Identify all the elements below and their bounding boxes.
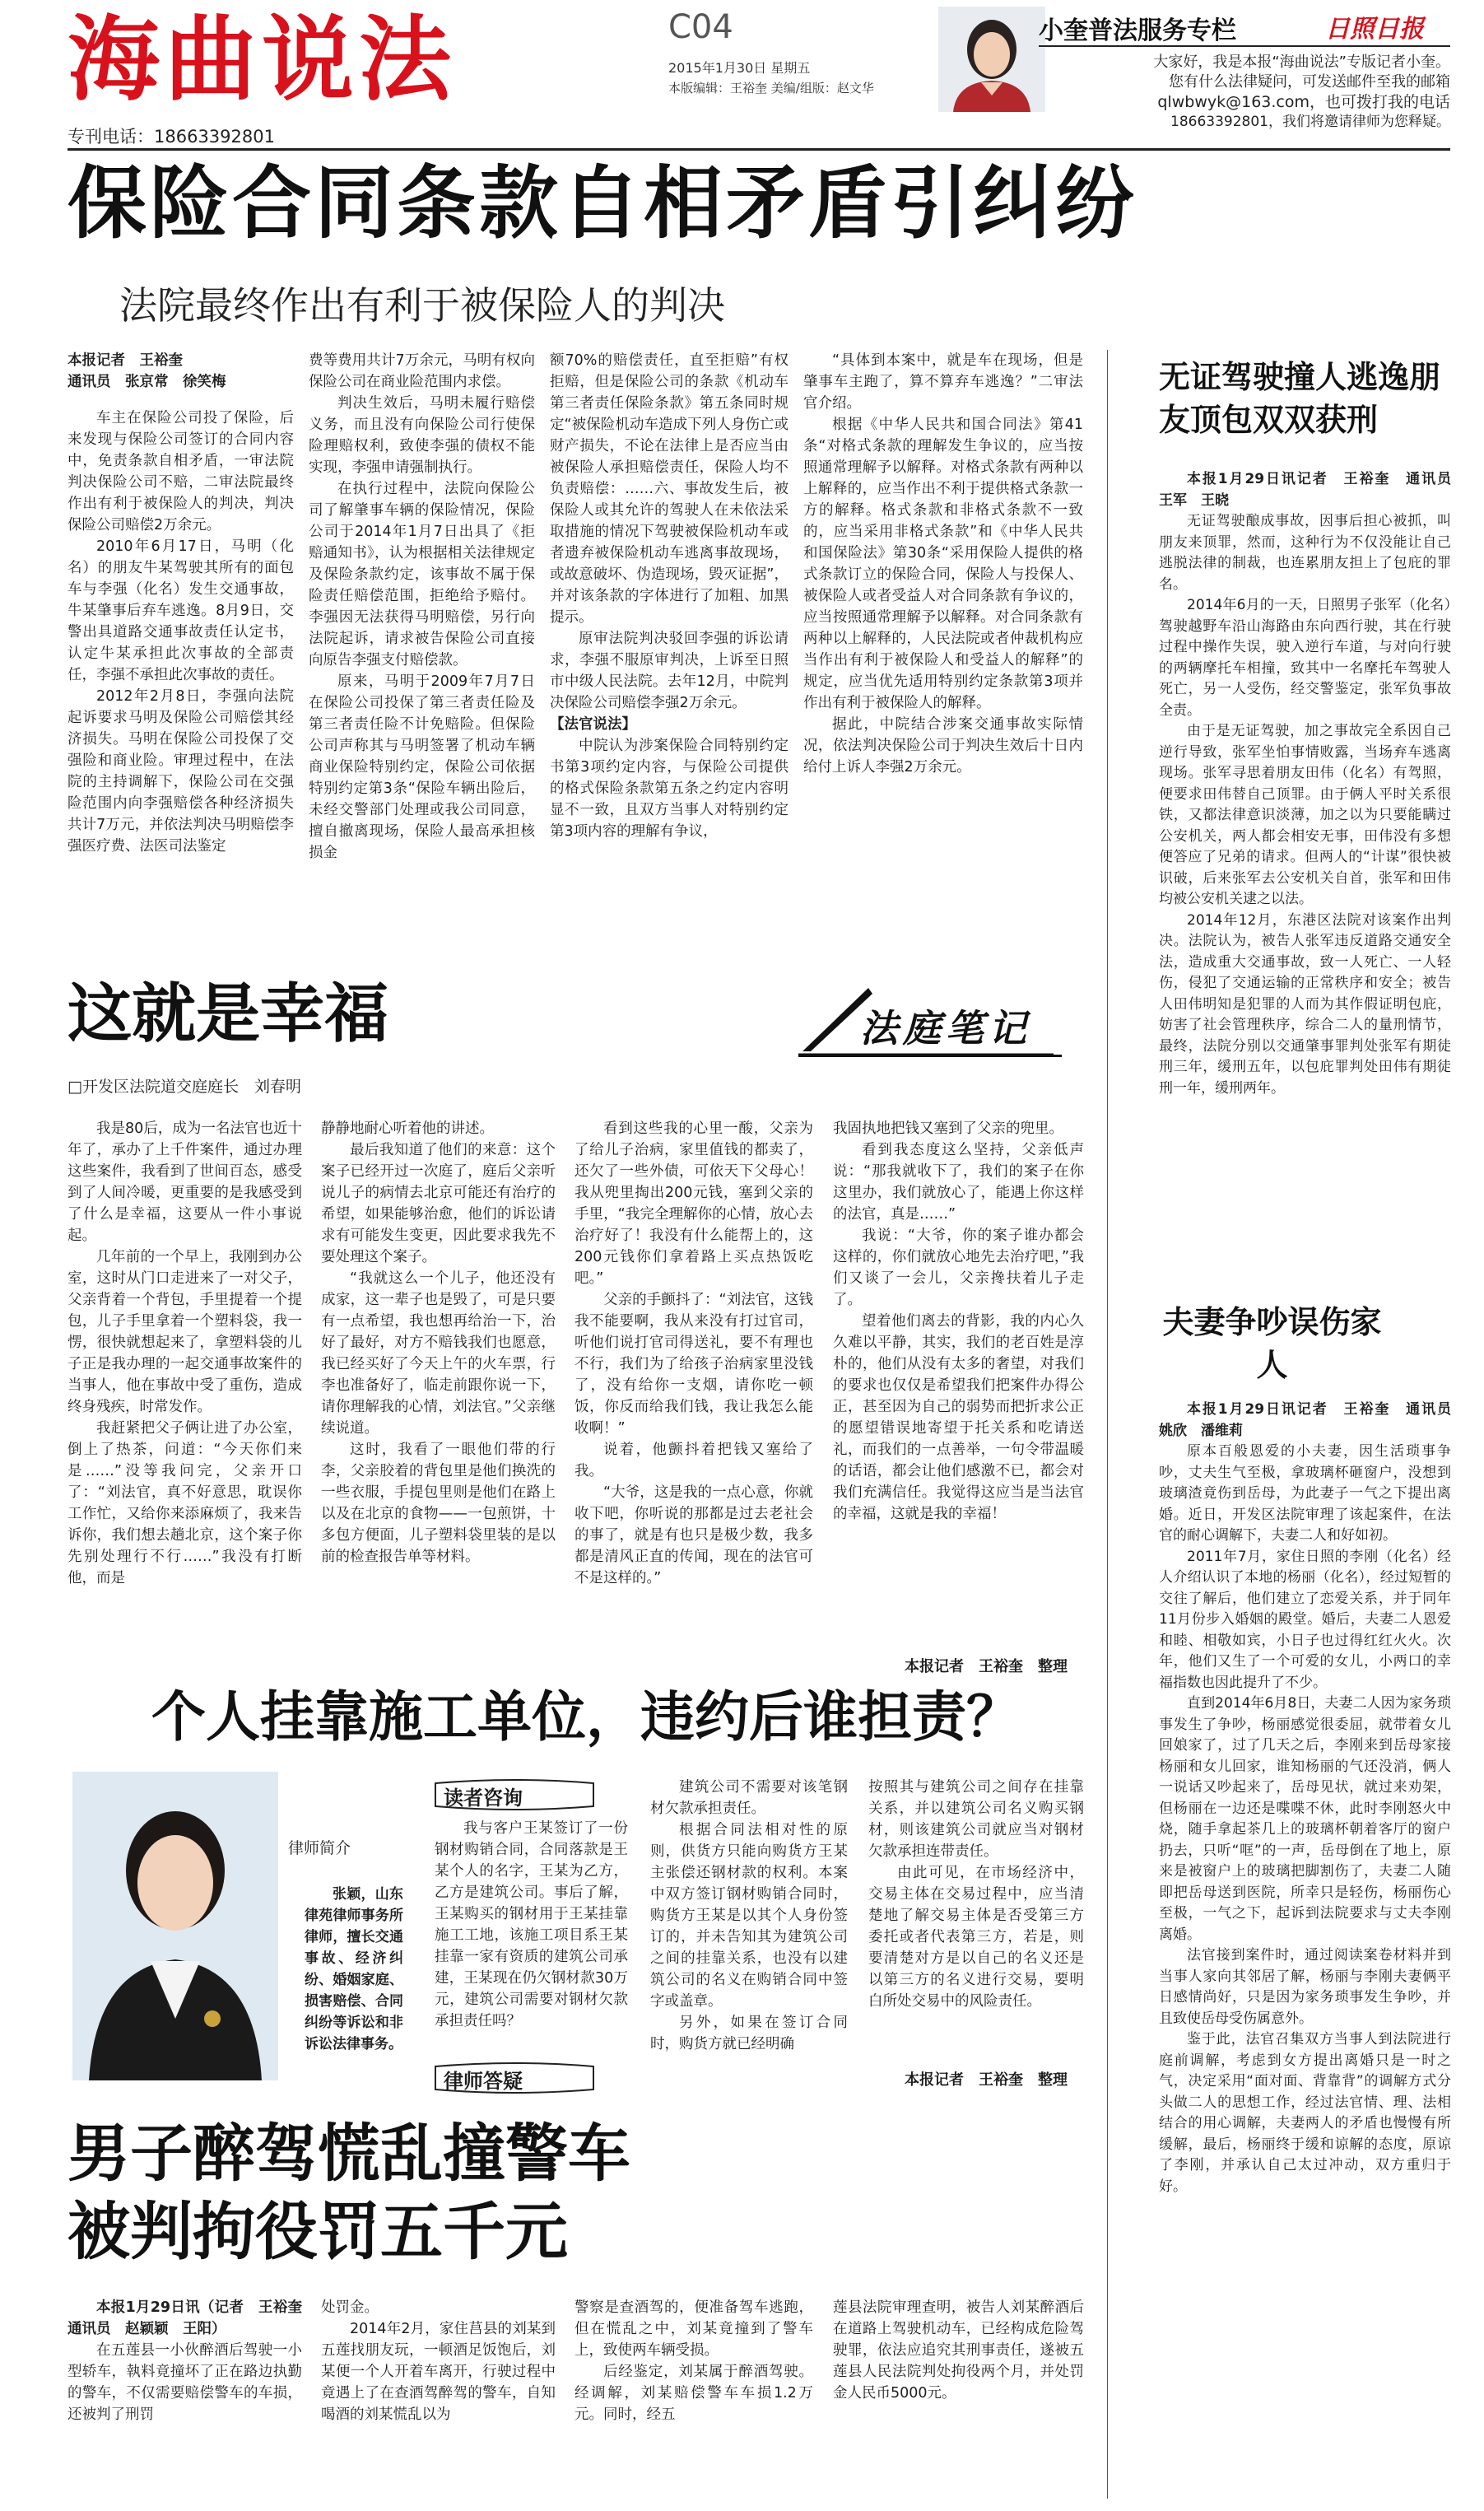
- article1-paragraph: “具体到本案中，就是车在现场，但是肇事车主跑了，算不算弃车逃逸？”二审法官介绍。: [803, 352, 1083, 412]
- sidebar1-paragraph: 2014年12月，东港区法院对该案作出判决。法院认为，被告人张军违反道路交通安全法，造成重大交通事故，致一人死亡、一人轻伤，侵犯了交通运输的正常秩序和安全；被告人田伟明知是犯罪的人而为其作假证明包庇，妨害了社会管理秩序，综合二人的量刑情节，最终，法院分别以交通肇事罪判处张军有期徒刑三年，缓刑五年，以包庇罪判处田伟有期徒刑一年，缓刑两年。: [1159, 911, 1451, 1097]
- article1-byline-1: 本报记者 王裕奎: [67, 352, 183, 369]
- lawyer-bio: [305, 1884, 403, 2089]
- article4-col3: [575, 2297, 813, 2501]
- sidebar2-paragraph: 2011年7月，家住日照的李刚（化名）经人介绍认识了本地的杨丽（化名），经过短暂的交往了解后，他们建立了恋爱关系，并于同年11月份步入婚姻的殿堂。婚后，夫妻二人恩爱和睦、相敬如宾，小日子也过得红红火火。次年，他们又生了一个可爱的女儿，小两口的幸福指数也因此提升了不少。: [1159, 1548, 1451, 1691]
- article4-paragraph: 处罚金。: [321, 2299, 379, 2316]
- article3-paragraph: 由此可见，在市场经济中，交易主体在交易过程中，应当清楚地了解交易主体是否受第三方委托或者代表第三方，若是，则要清楚对方是以自己的名义还是以第三方的名义进行交易，要明白所处交易中的风险责任。: [868, 1865, 1084, 2010]
- article2-paragraph: 父亲的手颤抖了：“刘法官，这钱我不能要啊，我从来没有打过官司，听他们说打官司得送礼，要不有理也不行，我们为了给孩子治病家里没钱了，没有给你一支烟，请你吃一顿饭，你反而给我们钱，我让我怎么能收啊！”: [575, 1292, 813, 1437]
- article2-paragraph: 望着他们离去的背影，我的内心久久难以平静，其实，我们的老百姓是淳朴的，他们从没有太多的奢望，对我们的要求也仅仅是希望我们把案件办得公正，甚至因为自己的弱势而把折求公正的愿望错误地寄望于托关系和吃请送礼，而我们的一点善举，一句令带温暖的话语，都会让他们感激不已，都会对我们充满信任。我觉得这应当是当法官的幸福，这就是我的幸福！: [833, 1313, 1084, 1522]
- reader-question-tag: [432, 1777, 597, 1813]
- article1-paragraph: 2010年6月17日，马明（化名）的朋友牛某驾驶其所有的面包车与李强（化名）发生交通事故，牛某肇事后弃车逃逸。8月9日，交警出具道路交通事故责任认定书，认定牛某承担此次事故的全部责任，李强不承担此次事故的责任。: [67, 538, 294, 683]
- article3-paragraph: 根据合同法相对性的原则，供货方只能向购货方王某主张偿还钢材款的权利。本案中双方签订钢材购销合同时，购货方王某是以其个人身份签订的，并未告知其为建筑公司之间的挂靠关系，也没有以建筑公司的名义在购销合同中签字或盖章。: [650, 1822, 848, 2010]
- article2-paragraph: 静静地耐心听着他的讲述。: [321, 1120, 494, 1137]
- article3-col3: [868, 1777, 1084, 2065]
- article2-signature: 本报记者 王裕奎 整理: [905, 1658, 1068, 1675]
- court-notes-label: 法庭笔记: [860, 1006, 1031, 1051]
- article1-col4: [803, 350, 1083, 976]
- article1-paragraph: 额70%的赔偿责任，直至拒赔”有权拒赔，但是保险公司的条款《机动车第三者责任保险条款》第五条同时规定“被保险机动车造成下列人身伤亡或财产损失，不论在法律上是否应当由被保险人承担赔偿责任，保险人均不负责赔偿：……六、事故发生后，被保险人或其允许的驾驶人在未依法采取措施的情况下驾驶被保险机动车或者遗弃被保险机动车逃离事故现场，或故意破坏、伪造现场，毁灭证据”，并对该条款的字体进行了加粗、加黑提示。: [550, 352, 789, 626]
- article1-paragraph: 据此，中院结合涉案交通事故实际情况，依法判决保险公司于判决生效后十日内给付上诉人李强2万余元。: [803, 716, 1083, 776]
- lawyer-answer-tag: [432, 2060, 597, 2096]
- article1-paragraph: 中院认为涉案保险合同特别约定书第3项约定内容，与保险公司提供的格式保险条款第五条之约定内容明显不一致，且双方当事人对特别约定第3项内容的理解有争议，: [550, 738, 789, 840]
- article2-paragraph: “大爷，这是我的一点心意，你就收下吧，你听说的那都是过去老社会的事了，就是有也只是极少数，我多都是清风正直的传闻，现在的法官可不是这样的。”: [575, 1484, 813, 1586]
- article4-byline: 本报1月29日讯（记者 王裕奎 通讯员 赵颖颖 王阳）: [67, 2299, 317, 2337]
- article2-author: □开发区法院道交庭庭长 刘春明: [67, 1078, 301, 1096]
- sidebar2-body: [1159, 1400, 1465, 2499]
- lawyer-intro-label: 律师简介: [288, 1839, 351, 1857]
- article2-paragraph: 这时，我看了一眼他们带的行李，父亲胶着的背包里是他们换洗的一些衣服，手提包里则是他们在路上以及在北京的食物——一包煎饼，十多包方便面，儿子塑料袋里装的是以前的检查报告单等材料。: [321, 1442, 556, 1565]
- article2-paragraph: 最后我知道了他们的来意：这个案子已经开过一次庭了，庭后父亲听说儿子的病情去北京可能还有治疗的希望，如果能够治愈，他们的诉讼请求有可能发生变更，因此要求我先不要处理这个案子。: [321, 1142, 556, 1265]
- article1-paragraph: 2012年2月8日，李强向法院起诉要求马明及保险公司赔偿其经济损失。马明在保险公司投保了交强险和商业险。审理过程中，在法院的主持调解下，保险公司在交强险范围内向李强赔偿各种经济损失共计7万元，并依法判决马明赔偿李强医疗费、法医司法鉴定: [67, 688, 294, 855]
- article1-byline-2: 通讯员 张京常 徐笑梅: [67, 374, 226, 390]
- article2-headline: 这就是幸福: [67, 977, 389, 1051]
- sidebar2-paragraph: 法官接到案件时，通过阅读案卷材料并到当事人家向其邻居了解，杨丽与李刚夫妻俩平日感情尚好，只是因为家务琐事发生争吵，并且致使岳母受伤属意外。: [1159, 1947, 1451, 2027]
- article2-col3: [575, 1118, 813, 1678]
- article2-paragraph: 几年前的一个早上，我刚到办公室，这时从门口走进来了一对父子，父亲背着一个背包，手里提着一个提包，儿子手里拿着一个塑料袋，我一愣，很快就想起来了，拿塑料袋的儿子正是我办理的一起交通事故案件的当事人，他在事故中受了重伤，造成终身残疾，时常发作。: [67, 1249, 302, 1415]
- article1-paragraph: 原来，马明于2009年7月7日在保险公司投保了第三者责任险及第三者责任险不计免赔险。但保险公司声称其与马明签署了机动车辆商业保险特别约定，保险公司依据特别约定第3条“保险车辆出险后，未经交警部门处理或我公司同意，擅自撤离现场，保险人最高承担核损金: [309, 673, 535, 861]
- article2-paragraph: 我说：“大爷，你的案子谁办都会这样的，你们就放心地先去治疗吧，”我们又谈了一会儿，父亲搀扶着儿子走了。: [833, 1228, 1084, 1308]
- article2-paragraph: 说着，他颤抖着把钱又塞给了我。: [575, 1442, 813, 1479]
- article3-paragraph: 另外，如果在签订合同时，购货方就已经明确: [650, 2015, 848, 2052]
- sidebar1-headline: 无证驾驶撞人逃逸朋友顶包双双获刑: [1159, 359, 1441, 438]
- article2-paragraph: 我固执地把钱又塞到了父亲的兜里。: [833, 1120, 1063, 1137]
- sidebar2-paragraph: 原本百般恩爱的小夫妻，因生活琐事争吵，丈夫生气至极，拿玻璃杯砸窗户，没想到玻璃渣竟伤到岳母，为此妻子一气之下提出离婚。近日，开发区法院审理了该起案件，在法官的耐心调解下，夫妻二人和好如初。: [1159, 1443, 1451, 1544]
- issue-date: 2015年1月30日 星期五: [668, 60, 811, 76]
- article4-col1: [67, 2297, 317, 2501]
- reader-question-label: 读者咨询: [444, 1787, 523, 1810]
- article4-paragraph: 莲县法院审理查明，被告人刘某醉酒后在道路上驾驶机动车，已经构成危险驾驶罪，依法应追究其刑事责任，遂被五莲县人民法院判处拘役两个月，并处罚金人民币5000元。: [833, 2299, 1084, 2402]
- article1-paragraph: 判决生效后，马明未履行赔偿义务，而且没有向保险公司行使保险理赔权利，致使李强的债权不能实现，李强申请强制执行。: [309, 395, 535, 476]
- article4-headline-1: 男子醉驾慌乱撞警车: [67, 2117, 630, 2190]
- article2-paragraph: 我是80后，成为一名法官也近十年了，承办了上千件案件，通过办理这些案件，我看到了世间百态，感受到了人间冷暖，更重要的是我感受到了什么是幸福，这要从一件小事说起。: [67, 1120, 302, 1244]
- article1-paragraph: 原审法院判决驳回李强的诉讼请求，李强不服原审判决，上诉至日照市中级人民法院。去年12月，中院判决保险公司赔偿李强2万余元。: [550, 631, 789, 711]
- column-title: 小奎普法服务专栏: [1039, 16, 1236, 45]
- article3-col2: [650, 1777, 848, 2094]
- lawyer-answer-label: 律师答疑: [444, 2070, 523, 2093]
- article3-paragraph: 按照其与建筑公司之间存在挂靠关系，并以建筑公司名义购买钢材，则该建筑公司就应当对钢材欠款承担连带责任。: [868, 1779, 1084, 1860]
- article2-paragraph: 我赶紧把父子俩让进了办公室，倒上了热茶，问道：“今天你们来是……”没等我问完，父亲开口了：“刘法官，真不好意思，耽误你工作忙，又给你来添麻烦了，我来告诉你，我们想去趟北京，这个案子你先别处理行不行……”我没有打断他，而是: [67, 1420, 302, 1586]
- sidebar2-paragraph: 鉴于此，法官召集双方当事人到法院进行庭前调解，考虑到女方提出离婚只是一时之气，决定采用“面对面、背靠背”的调解方式分头做二人的思想工作，经过法官情、理、法相结合的用心调解，夫妻两人的矛盾也慢慢有所缓解，最后，杨丽终于缓和谅解的态度，原谅了李刚，并承认自己太过冲动，双方重归于好。: [1159, 2031, 1451, 2195]
- lawyer-portrait-icon: [72, 1772, 278, 2080]
- article2-paragraph: “我就这么一个儿子，他还没有成家，这一辈子也是毁了，可是只要有一点希望，我也想再给治一下，治好了最好，对方不赔钱我们也愿意，我已经买好了今天上午的火车票，行李也准备好了，临走前跟你说一下，请你理解我的心情，刘法官。”父亲继续说道。: [321, 1270, 556, 1437]
- article2-col1: [67, 1118, 302, 1678]
- article2-col4: [833, 1118, 1084, 1653]
- lawyer-photo: [72, 1772, 278, 2080]
- article1-paragraph: 费等费用共计7万余元，马明有权向保险公司在商业险范围内求偿。: [309, 352, 535, 390]
- article1-col1: [67, 350, 294, 976]
- sidebar2-byline: 本报1月29日讯记者 王裕奎 通讯员 姚欣 潘维莉: [1159, 1401, 1465, 1439]
- article4-headline-2: 被判拘役罚五千元: [67, 2195, 568, 2268]
- article4-paragraph: 在五莲县一小伙醉酒后驾驶一小型轿车，執料竟撞坏了正在路边执勤的警车，不仅需要赔偿警车的车损，还被判了刑罚: [67, 2342, 302, 2423]
- article4-col4: [833, 2297, 1084, 2501]
- article1-headline: 保险合同条款自相矛盾引纠纷: [67, 157, 1137, 249]
- article1-col2: [309, 350, 535, 976]
- article1-col3: [550, 350, 789, 976]
- sidebar1-paragraph: 由于是无证驾驶，加之事故完全系因自己逆行导致，张军坐怕事情败露，当场弃车逃离现场。张军寻思着朋友田伟（化名）有驾照，便要求田伟替自己顶罪。由于俩人平时关系很铁，又都法律意识淡薄，加之以为只要能瞒过公安机关，两人都会相安无事，田伟没有多想便答应了兄弟的请求。但两人的“计谋”很快被识破，后来张军去公安机关自首，张军和田伟均被公安机关逮之以法。: [1159, 723, 1451, 907]
- editors: 本版编辑：王裕奎 美编/组版：赵文华: [668, 81, 874, 96]
- column-phone: 18663392801，我们将邀请律师为您释疑。: [1170, 114, 1450, 130]
- reporter-photo: [938, 7, 1045, 112]
- sidebar1-paragraph: 无证驾驶酿成事故，因事后担心被抓，叫朋友来顶罪，然而，这种行为不仅没能让自己逃脱法律的制裁，也连累朋友担上了包庇的罪名。: [1159, 513, 1451, 593]
- newspaper-brand: 日照日报: [1325, 15, 1424, 44]
- article1-subheadline: 法院最终作出有利于被保险人的判决: [119, 283, 725, 328]
- page-number: C04: [668, 8, 733, 46]
- sidebar1-paragraph: 2014年6月的一天，日照男子张军（化名）驾驶越野车沿山海路由东向西行驶，其在行驶过程中操作失误，驶入逆行车道，与对向行驶的两辆摩托车相撞，致其中一名摩托车驾驶人死亡，另一人受伤，经交警鉴定，张军负事故全责。: [1159, 597, 1451, 719]
- article4-paragraph: 后经鉴定，刘某属于醉酒驾驶。经调解，刘某赔偿警车车损1.2万元。同时，经五: [575, 2364, 813, 2423]
- article1-paragraph: 在执行过程中，法院向保险公司了解肇事车辆的保险情况，保险公司于2014年1月7日出具了《拒赔通知书》，认为根据相关法律规定及保险条款约定，该事故不属于保险责任赔偿范围，拒绝给予赔付。李强因无法获得马明赔偿，另行向法院起诉，请求被告保险公司直接向原告李强支付赔偿款。: [309, 481, 535, 669]
- sidebar1-byline: 本报1月29日讯记者 王裕奎 通讯员 王军 王晓: [1159, 471, 1465, 509]
- reporter-portrait-icon: [938, 7, 1045, 112]
- section-logo: 海曲说法: [67, 6, 456, 114]
- court-notes-badge: [790, 984, 1070, 1058]
- article3-paragraph: 建筑公司不需要对该笔钢材欠款承担责任。: [650, 1779, 848, 1817]
- column-email: qlwbwyk@163.com，也可拨打我的电话: [1157, 93, 1450, 111]
- article2-col2: [321, 1118, 556, 1678]
- article3-headline: 个人挂靠施工单位，违约后谁担责？: [151, 1685, 1021, 1749]
- judge-says-heading: 【法官说法】: [550, 716, 636, 733]
- sidebar2-headline: 夫妻争吵误伤家人: [1162, 1304, 1382, 1383]
- article2-paragraph: 看到这些我的心里一酸，父亲为了给儿子治病，家里值钱的都卖了，还欠了一些外债，可依天下父母心！我从兜里掏出200元钱，塞到父亲的手里，“我完全理解你的心情，放心去治疗好了！我没有什么能帮上的，这200元钱你们拿着路上买点热饭吃吧。”: [575, 1120, 813, 1287]
- column-intro-2: 您有什么法律疑问，可发送邮件至我的邮箱: [1169, 73, 1450, 91]
- article3-signature: 本报记者 王裕奎 整理: [905, 2071, 1068, 2089]
- article4-paragraph: 警察是查酒驾的，便准备驾车逃跑，但在慌乱之中，刘某竟撞到了警车上，致使两车辆受损。: [575, 2299, 813, 2359]
- article1-paragraph: 根据《中华人民共和国合同法》第41条“对格式条款的理解发生争议的，应当按照通常理解予以解释。对格式条款有两种以上解释的，应当作出不利于提供格式条款一方的解释。格式条款和非格式条款不一致的，应当采用非格式条款”和《中华人民共和国保险法》第30条“采用保险人提供的格式条款订立的保险合同，保险人与投保人、被保险人或者受益人对合同条款有争议的，应当按照通常理解予以解释。对合同条款有两种以上解释的，人民法院或者仲裁机构应当作出有利于被保险人和受益人的解释”的规定，应当优先适用特别约定条款第3项并作出有利于被保险人的解释。: [803, 417, 1083, 711]
- column-intro-1: 大家好，我是本报“海曲说法”专版记者小奎。: [1153, 54, 1450, 71]
- reader-question-body: [435, 1818, 628, 2073]
- lawyer-bio-text: 张颖，山东律苑律师事务所律师，擅长交通事故、经济纠纷、婚姻家庭、损害赔偿、合同纠纷等诉讼和非诉讼法律事务。: [305, 1886, 403, 2052]
- sidebar2-paragraph: 直到2014年6月8日，夫妻二人因为家务琐事发生了争吵，杨丽感觉很委屈，就带着女儿回娘家了，过了几天之后，李刚来到岳母家接杨丽和女儿回家，谁知杨丽的气还没消，俩人一说话又吵起来了，岳母见状，就过来劝架，但杨丽在一边还是喋喋不休，此时李刚怒火中烧，随手拿起茶几上的玻璃杯朝着客厅的窗户扔去，只听“哐”的一声，岳母倒在了地上，原来是被窗户上的玻璃把脚割伤了，夫妻二人随即把岳母送到医院，所幸只是轻伤，杨丽伤心至极，一气之下，起诉到法院要求与丈夫李刚离婚。: [1159, 1695, 1451, 1943]
- hotline: 专刊电话：18663392801: [67, 127, 275, 147]
- article1-paragraph: 车主在保险公司投了保险，后来发现与保险公司签订的合同内容中，免责条款自相矛盾，一审法院判决保险公司不赔，二审法院最终作出有利于被保险人的判决，判决保险公司赔偿2万余元。: [67, 410, 294, 533]
- article2-paragraph: 看到我态度这么坚持，父亲低声说：“那我就收下了，我们的案子在你这里办，我们就放心了，能遇上你这样的法官，真是……”: [833, 1142, 1084, 1223]
- article4-paragraph: 2014年2月，家住莒县的刘某到五莲找朋友玩，一顿酒足饭饱后，刘某便一个人开着车离开，行驶过程中竟遇上了在查酒驾醉驾的警车，自知喝酒的刘某慌乱以为: [321, 2321, 556, 2423]
- reader-question-text: 我与客户王某签订了一份钢材购销合同，合同落款是王某个人的名字，王某为乙方，乙方是建筑公司。事后了解，王某购买的钢材用于王某挂靠施工工地，该施工项目系王某挂靠一家有资质的建筑公司承建，王某现在仍欠钢材款30万元，建筑公司需要对钢材欠款承担责任吗？: [435, 1820, 628, 2029]
- sidebar1-body: [1159, 469, 1465, 1293]
- article4-col2: [321, 2297, 556, 2501]
